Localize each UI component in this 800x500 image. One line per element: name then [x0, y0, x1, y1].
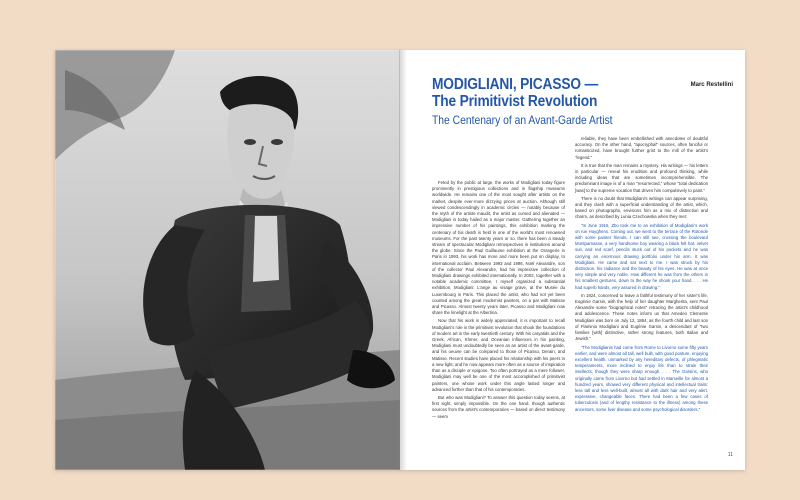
text-column-right	[575, 136, 708, 415]
paragraph: In 1924, concerned to leave a faithful testimony of her sister's life, Eugénie Garsin, with the help of her daughter Margherita, sent Paul Alexandre some "biographical notes" retracing the artist's childhood and adolescence. These notes inform us that Amedeo Clemente Modigliani was born on July 12, 1884, as the fourth child and last son of Flaminio Modigliani and Eugénie Garsin, a descendant of "two families [with] distinctive, rather strong features, both Italian and Jewish."	[575, 292, 708, 342]
page-number: 11	[727, 452, 733, 458]
paragraph: There is no doubt that Modigliani's writings can appear surprising, and they clash with a superficial understanding of the artist, which, based on photographs, envisions him as a mix of distinction and charm, as described by Lunia Czechowska when they met:	[575, 195, 708, 220]
page-subtitle: The Centenary of an Avant-Garde Artist	[432, 113, 613, 127]
paragraph: reliable, they have been embellished with anecdotes of doubtful accuracy. On the other hand, "apocryphal" sources, often fanciful or romanticized, have brought further grist to the mill of the artist's "legend."	[575, 136, 708, 160]
paragraph: But who was Modigliani? To answer this question today seems, at first sight, simply impossible. On the one hand, though authentic sources from the artist's contemporaries — based on direct testimony — seem	[432, 394, 565, 419]
book-spread	[55, 50, 745, 470]
paragraph: It is true that the man remains a mystery. His writings — his letters in particular — reveal his erudition and profound thinking, while including ideas that are sometimes incomprehensible. The predominant image is of a man "resurrected," whose "total dedication [was] to the supreme vocation that drives him compulsively to paint."	[575, 162, 708, 193]
paragraph: Now that his work is widely appreciated, it is important to recall Modigliani's role in the primitivist revolution that shook the foundations of modern art in the early twentieth century. With his caryatids and the Greek, African, Khmer, and Oceanian influences in his painting, Modigliani must undoubtedly be seen as an artist of the avant-garde, and his oeuvre can be compared to those of Picasso, Derain, and Matisse. Recent studies have placed his relationship with his peers in a new light; and he now appears more often as a source of inspiration than as a disciple or epigone. Too often portrayed as a mere follower, Modigliani may well be one of the most accomplished of primitivist painters, one whose work under this angle lasted longer and advanced further than that of his contemporaries.	[432, 318, 565, 392]
paragraph: Feted by the public at large, the works of Modigliani today figure prominently in prestigious collections and in flagship museums worldwide. He remains one of the most sought after artists on the market, despite ever-more dizzying prices at auction. Although still viewed condescendingly in academic circles — notably because of the myth of the artiste maudit, the artist as cursed and alienated — Modigliani is today hailed as a major master. Gathering together an impressive number of his paintings, this exhibition marking the centenary of his death is held in one of the world's most renowned museums. For the past twenty years or so, there has been a steady stream of spectacular Modigliani retrospectives in institutions around the globe. Since the Paul Guillaume exhibition at the Orangerie in Paris in 1993, his work has more and more been put on display, to international acclaim. Between 1993 and 1996, Noël Alexandre, son of the collector Paul Alexandre, had his impressive collection of Modigliani drawings exhibited internationally. In 2002, together with a notable academic committee, I myself organized a substantial exhibition, Modigliani: L'ange au visage grave, at the Musée du Luxembourg in Paris. This placed the artist, who had not yet been counted among the great modernist painters, on a par with Matisse and Picasso. Almost twenty years later, Picasso and Modigliani now share the limelight at the Albertina.	[432, 180, 565, 316]
author-name: Marc Restellini	[690, 82, 733, 88]
page-title: MODIGLIANI, PICASSO — The Primitivist Revolution	[432, 76, 599, 110]
portrait-photo	[55, 50, 400, 470]
text-column-left	[432, 180, 565, 422]
quote-paragraph: "The Modiglianis had come from Rome to Livorno some fifty years earlier, and were almost all tall, well built, with good posture, enjoying excellent health, unmarked by any hereditary defects, of phlegmatic temperaments, more inclined to enjoy life than to strain their intellects, though they were sharp enough. . . . The Garsins, who originally came from Livorno but had settled in Marseille for almost a hundred years, showed very different physical and intellectual traits: less tall and less well-built, almost all with dark hair and very alert, expressive, changeable faces. There had been a few cases of tuberculosis (and of lengthy resistance to the illness) among these ancestors, some liver disease and some psychological disorders."	[575, 344, 708, 412]
text-page	[400, 50, 745, 470]
quote-paragraph: "In June 1916, Zbo took me to an exhibition of Modigliani's work on rue Huyghens. Coming out, we went to the terrace of the Rotonde with some painter friends. I can still see, crossing the boulevard Montparnasse, a very handsome boy wearing a black felt hat, velvet suit, and red scarf, pencils stuck out of his pockets and he was carrying an enormous drawing portfolio under his arm. It was Modigliani. He came and sat next to me. I was struck by his distinction, his radiance and the beauty of his eyes. He was at once very simple and very noble. How different he was from the others in his smallest gestures, down to the way he shook your hand. . . . He had superb hands, very assured in drawing."	[575, 222, 708, 290]
portrait-photo-icon	[55, 50, 400, 470]
